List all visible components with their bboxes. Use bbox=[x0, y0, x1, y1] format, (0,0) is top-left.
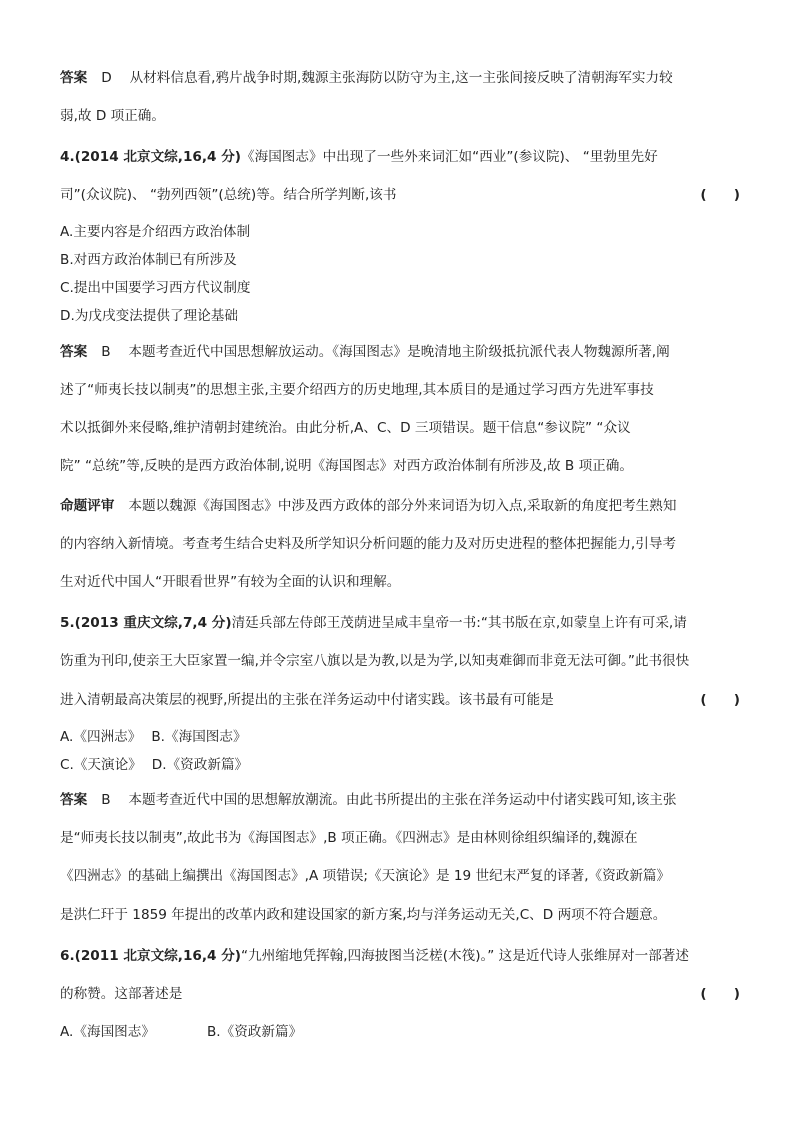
question-source: 4.(2014 北京文综,16,4 分) bbox=[60, 149, 242, 165]
answer-text: 弱,故 D 项正确。 bbox=[60, 108, 165, 124]
options-row-ab bbox=[60, 727, 740, 747]
answer-blank: ( ) bbox=[700, 986, 740, 1002]
question-5-stem: 饬重为刊印,使亲王大臣家置一编,并令宗室八旗以是为教,以是为学,以知夷难御而非竟无法可御。”此书很快 bbox=[60, 653, 690, 669]
option-a: A.《四洲志》 bbox=[60, 729, 142, 745]
answer-line: 术以抵御外来侵略,维护清朝封建统治。由此分析,A、C、D 三项错误。题干信息“参议院” “众议 bbox=[60, 420, 631, 436]
option-a: A.《海国图志》 bbox=[60, 1024, 155, 1040]
question-5-stem bbox=[60, 613, 740, 633]
question-6-stem bbox=[60, 946, 740, 966]
answer-line bbox=[60, 342, 740, 362]
answer-label: 答案 bbox=[60, 344, 88, 360]
review-line bbox=[60, 496, 740, 516]
answer-line: 述了“师夷长技以制夷”的思想主张,主要介绍西方的历史地理,其本质目的是通过学习西方先进军事技 bbox=[60, 382, 654, 398]
option-c: C.《天演论》 bbox=[60, 757, 142, 773]
answer-line: 院” “总统”等,反映的是西方政治体制,说明《海国图志》对西方政治体制有所涉及,故 B 项正确。 bbox=[60, 458, 633, 474]
question-text: 司”(众议院)、 “勃列西领”(总统)等。结合所学判断,该书 bbox=[60, 187, 397, 203]
review-label: 命题评审 bbox=[60, 498, 115, 514]
answer-line: 是洪仁玕于 1859 年提出的改革内政和建设国家的新方案,均与洋务运动无关,C、D 两项不符合题意。 bbox=[60, 907, 667, 923]
question-text: 清廷兵部左侍郎王茂荫进呈咸丰皇帝一书:“其书版在京,如蒙皇上许有可采,请 bbox=[231, 615, 687, 631]
question-text: 进入清朝最高决策层的视野,所提出的主张在洋务运动中付诸实践。该书最有可能是 bbox=[60, 692, 554, 708]
question-text: 的称赞。这部著述是 bbox=[60, 986, 183, 1002]
option-b: B.《海国图志》 bbox=[151, 729, 247, 745]
answer-label: 答案 bbox=[60, 792, 88, 808]
option-a: A.主要内容是介绍西方政治体制 bbox=[60, 224, 251, 240]
answer-blank: ( ) bbox=[700, 692, 740, 708]
question-source: 6.(2011 北京文综,16,4 分) bbox=[60, 948, 242, 964]
review-text: 本题以魏源《海国图志》中涉及西方政体的部分外来词语为切入点,采取新的角度把考生熟知 bbox=[128, 498, 677, 514]
option-c: C.提出中国要学习西方代议制度 bbox=[60, 280, 251, 296]
question-source: 5.(2013 重庆文综,7,4 分) bbox=[60, 615, 232, 631]
option-b: B.《资政新篇》 bbox=[206, 1024, 303, 1040]
answer-label: 答案 bbox=[60, 70, 88, 86]
answer-text: B 本题考查近代中国的思想解放潮流。由此书所提出的主张在洋务运动中付诸实践可知,该主张 bbox=[101, 792, 677, 808]
question-4-stem bbox=[60, 185, 740, 205]
answer-text: B 本题考查近代中国思想解放运动。《海国图志》是晚清地主阶级抵抗派代表人物魏源所著,阐 bbox=[101, 344, 670, 360]
review-line: 的内容纳入新情境。考查考生结合史料及所学知识分析问题的能力及对历史进程的整体把握能力,引导考 bbox=[60, 536, 677, 552]
answer-line bbox=[60, 68, 740, 88]
answer-line: 《四洲志》的基础上编撰出《海国图志》,A 项错误;《天演论》是 19 世纪末严复的译著,《资政新篇》 bbox=[60, 868, 671, 884]
option-d: D.为戊戌变法提供了理论基础 bbox=[60, 308, 238, 324]
answer-line bbox=[60, 790, 740, 810]
question-6-stem bbox=[60, 984, 740, 1004]
option-b: B.对西方政治体制已有所涉及 bbox=[60, 252, 237, 268]
question-text: 《海国图志》中出现了一些外来词汇如“西业”(参议院)、 “里勃里先好 bbox=[241, 149, 658, 165]
answer-line: 是“师夷长技以制夷”,故此书为《海国图志》,B 项正确。《四洲志》是由林则徐组织编译的,魏源在 bbox=[60, 830, 638, 846]
answer-blank: ( ) bbox=[700, 187, 740, 203]
option-d: D.《资政新篇》 bbox=[151, 757, 249, 773]
answer-line bbox=[60, 106, 740, 126]
review-line: 生对近代中国人“开眼看世界”有较为全面的认识和理解。 bbox=[60, 574, 401, 590]
answer-text: D 从材料信息看,鸦片战争时期,魏源主张海防以防守为主,这一主张间接反映了清朝海军实力较 bbox=[101, 70, 673, 86]
question-4-stem bbox=[60, 147, 740, 167]
question-5-stem bbox=[60, 690, 740, 710]
options-row-ab bbox=[60, 1022, 740, 1042]
question-text: “九州缩地凭挥翰,四海披图当泛槎(木筏)。” 这是近代诗人张维屏对一部著述 bbox=[241, 948, 689, 964]
options-row-cd bbox=[60, 755, 740, 775]
